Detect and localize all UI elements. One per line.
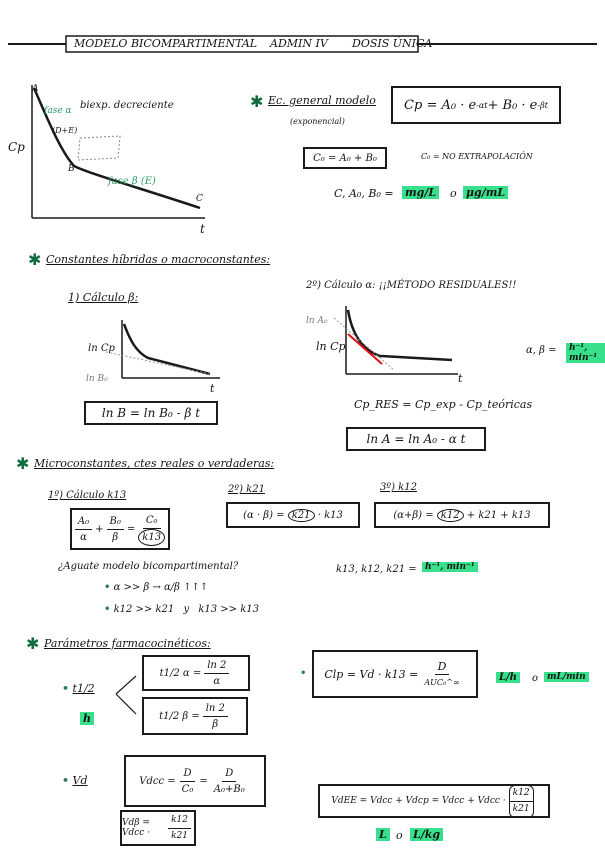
t12a-box — [142, 655, 250, 691]
k21-formula-box — [226, 502, 360, 528]
vdbeta-num: k12 — [168, 813, 191, 829]
residual-eq: Cp_RES = Cp_exp - Cp_teóricas — [354, 398, 533, 411]
beta-graph — [100, 318, 230, 388]
k21-heading: 2º) k21 — [228, 484, 265, 495]
k13-den2: β — [112, 531, 119, 543]
cond2b: k13 >> k13 — [198, 604, 259, 615]
k13-num1: A₀ — [75, 514, 92, 530]
alpha-formula-box: ln A = ln A₀ - α t — [346, 427, 486, 451]
cl-or: o — [532, 673, 539, 684]
cond1a: α >> β — [113, 582, 150, 593]
k12-formula-box — [374, 502, 550, 528]
general-eq-lhs: Cp = A₀ · e — [404, 97, 477, 113]
alpha-xlabel: t — [458, 372, 463, 385]
section-micro-title: Microconstantes, ctes reales o verdaderas: — [34, 457, 275, 470]
t12-row: • t1/2 — [62, 682, 95, 695]
k12-heading: 3º) k12 — [380, 482, 417, 493]
cond2a: k12 >> k21 — [113, 604, 175, 615]
star-bullet: ✱ — [26, 634, 40, 653]
k13-den3: k13 — [138, 529, 165, 546]
alpha-graph — [334, 304, 464, 379]
k12-circled: k12 — [437, 509, 464, 522]
k12-lhs: (α+β) = — [393, 509, 434, 521]
vd-label: Vd — [72, 774, 88, 787]
c0-box: C₀ = A₀ + B₀ — [303, 147, 387, 169]
general-eq-exp2: -βt — [537, 100, 548, 110]
header-admin: ADMIN IV — [270, 37, 328, 50]
dashed-box — [78, 136, 120, 160]
k13-den1: α — [80, 531, 87, 543]
general-eq-box — [391, 86, 561, 124]
section-params-title: Parámetros farmacocinéticos: — [44, 637, 211, 650]
t12a-num: ln 2 — [204, 658, 229, 674]
k13-eq: = — [126, 523, 136, 535]
cl-lhs: Clp = Vd · k13 = — [324, 667, 419, 681]
micro-units-lhs: k13, k12, k21 = — [336, 564, 417, 575]
vdcc-lhs: Vdcc = — [139, 775, 176, 787]
vdbeta-box — [120, 810, 196, 846]
graph1-beta-label: fase β (E) — [108, 176, 156, 187]
header-rule — [0, 0, 605, 60]
graph1-ylabel: Cp — [8, 140, 25, 154]
beta-xlabel: t — [210, 382, 215, 395]
t12b-num: ln 2 — [203, 701, 228, 717]
t12b-lhs: t1/2 β = — [159, 710, 200, 722]
calc-beta-heading: 1) Cálculo β: — [68, 291, 139, 304]
t12b-box — [142, 697, 248, 735]
graph1-xlabel: t — [200, 222, 205, 236]
vdcc-num1: D — [180, 766, 194, 782]
alpha-beta-units-lhs: α, β = — [526, 345, 557, 356]
header-title: MODELO BICOMPARTIMENTAL — [74, 37, 258, 50]
graph1-alfa-label: fase α — [44, 106, 72, 116]
cond2y: y — [183, 604, 190, 615]
beta-y1: ln Cp — [88, 343, 115, 354]
k13-num3: C₀ — [143, 513, 161, 529]
vdcc-den2: A₀+B₀ — [213, 783, 245, 795]
graph1-C: C — [196, 194, 203, 204]
vdbeta-den: k21 — [171, 830, 188, 841]
t12b-den: β — [212, 718, 219, 730]
star-bullet: ✱ — [250, 92, 264, 111]
micro-units: h⁻¹, min⁻¹ — [422, 562, 478, 572]
vdee-den: k21 — [512, 803, 530, 814]
cond1b: → α/β ↑↑↑ — [152, 582, 209, 593]
k21-rhs: · k13 — [317, 509, 343, 521]
vdee-unit1: L — [376, 828, 390, 841]
alpha-beta-units: h⁻¹, min⁻¹ — [566, 343, 605, 363]
t12-label: t1/2 — [72, 682, 95, 695]
graph1-desc: biexp. decreciente — [80, 100, 174, 111]
unit-mgL: mg/L — [402, 186, 439, 199]
alpha-y2: ln Cp — [316, 340, 346, 353]
vdcc-box — [124, 755, 266, 807]
cl-unit1: L/h — [496, 672, 520, 683]
general-eq-exp1: -αt — [476, 100, 488, 110]
t12a-den: α — [213, 675, 221, 687]
cl-bullet: • — [300, 668, 307, 679]
general-eq-sub: (exponencial) — [290, 117, 345, 126]
beta-y2: ln B₀ — [86, 374, 108, 384]
vdee-num: k12 — [510, 786, 533, 802]
general-eq-mid: + B₀ · e — [487, 97, 538, 113]
graph1-alfa-sub: (D+E) — [52, 126, 78, 135]
t12a-lhs: t1/2 α = — [159, 667, 202, 679]
vdcc-num2: D — [222, 766, 236, 782]
cond1-row: • α >> β → α/β ↑↑↑ — [104, 582, 209, 593]
vdee-box — [318, 784, 550, 818]
unit-or: o — [450, 187, 457, 200]
k12-rhs: + k21 + k13 — [466, 509, 531, 521]
cl-box — [312, 650, 478, 698]
unit-ugmL: μg/mL — [463, 186, 508, 199]
cond2-row: • k12 >> k21 y k13 >> k13 — [104, 604, 259, 615]
vdcc-eq: = — [199, 775, 208, 787]
k13-formula-box — [70, 508, 170, 550]
graph1-A: A — [32, 84, 39, 94]
bicomp-question: ¿Aguate modelo bicompartimental? — [58, 561, 239, 572]
star-bullet: ✱ — [28, 250, 42, 269]
cl-num: D — [435, 659, 450, 675]
star-bullet: ✱ — [16, 454, 30, 473]
units-text: C, A₀, B₀ = — [334, 187, 394, 200]
alpha-y1: ln A₀ — [306, 316, 328, 326]
k21-circled: k21 — [288, 509, 315, 522]
vdee-unit2: L/kg — [410, 828, 443, 841]
calc-alpha-heading: 2º) Cálculo α: ¡¡MÉTODO RESIDUALES!! — [306, 280, 517, 291]
vdbeta-text: Vdβ = Vdcc · — [122, 818, 151, 838]
vd-row: • Vd — [62, 774, 88, 787]
k13-num2: B₀ — [107, 514, 124, 530]
c0-note: C₀ = NO EXTRAPOLACIÓN — [421, 152, 533, 161]
vdee-text: VdEE = Vdcc + Vdcp = Vdcc + Vdcc · — [331, 796, 506, 806]
header-dose: DOSIS ÚNICA — [352, 37, 433, 50]
cl-den: AUC₀^∞ — [424, 677, 460, 687]
general-eq-heading: Ec. general modelo — [268, 94, 376, 107]
beta-formula-box: ln B = ln B₀ - β t — [84, 401, 218, 425]
graph1-B: B — [68, 164, 75, 174]
t12-brace — [112, 670, 142, 720]
section-constants-title: Constantes híbridas o macroconstantes: — [46, 253, 271, 266]
vdee-or: o — [396, 829, 403, 842]
k21-lhs: (α · β) = — [243, 509, 285, 521]
k13-plus: + — [95, 523, 104, 535]
k13-heading: 1º) Cálculo k13 — [48, 490, 127, 501]
t12-unit: h — [80, 712, 94, 725]
vdcc-den1: C₀ — [181, 783, 194, 795]
cl-unit2: mL/min — [544, 672, 589, 682]
